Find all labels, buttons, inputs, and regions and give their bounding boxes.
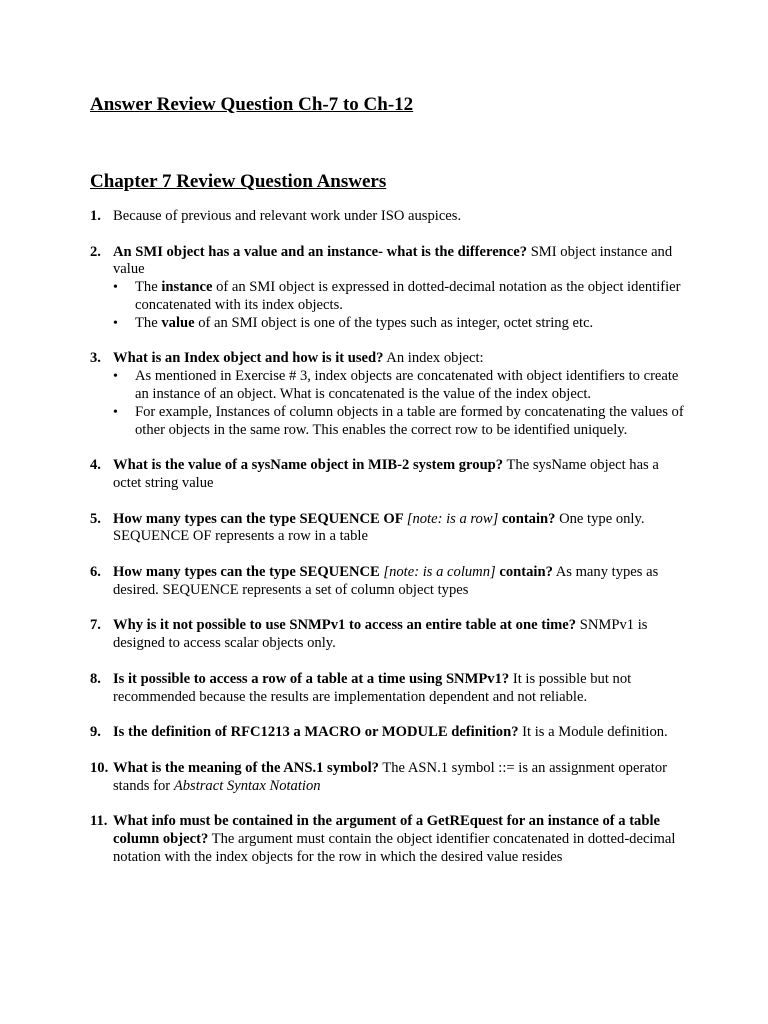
bullet-text: The — [135, 279, 162, 296]
question-note: [note: is a row] — [406, 510, 502, 527]
answer-text: The argument must contain the object identifier concatenated in dotted-decimal notation with the index objects for the row in which the desired value resides — [113, 830, 676, 865]
bullet-icon: • — [113, 404, 118, 420]
question-item-5 — [90, 511, 690, 547]
answer-text: SNMPv1 is designed to access scalar objects only. — [113, 617, 648, 652]
question-item-7 — [90, 617, 690, 653]
question-number: 10. — [90, 759, 109, 776]
answer-text: SMI object instance and value — [113, 243, 673, 278]
question-item-10 — [90, 760, 690, 796]
question-note: [note: is a column] — [379, 563, 500, 580]
question-number: 1. — [90, 208, 101, 224]
question-item-11 — [90, 813, 690, 866]
question-text: contain? — [501, 510, 556, 527]
question-item-3 — [90, 350, 690, 439]
bullet-icon: • — [113, 315, 118, 331]
question-text: contain? — [499, 563, 553, 580]
question-number: 4. — [90, 457, 101, 474]
bullet-text: The — [135, 314, 162, 331]
answer-text: An index object: — [383, 350, 484, 367]
question-text: What info must be contained in the argument of a GetREquest for an instance of a table column object? — [113, 813, 660, 847]
question-number: 11. — [90, 813, 108, 830]
question-item-6 — [90, 564, 690, 600]
question-text: What is an Index object and how is it used? — [113, 350, 384, 367]
bullet-icon: • — [113, 369, 118, 385]
bullet-item — [113, 368, 690, 404]
question-text: What is the value of a sysName object in MIB-2 system group? — [113, 457, 504, 474]
question-number: 9. — [90, 724, 101, 741]
question-text: An SMI object has a value and an instance- what is the difference? — [113, 243, 528, 260]
question-number: 7. — [90, 617, 101, 634]
question-text: Why is it not possible to use SNMPv1 to access an entire table at one time? — [113, 617, 577, 634]
bullet-item — [113, 279, 690, 315]
question-item-8 — [90, 671, 690, 707]
answer-text: As many types as desired. SEQUENCE represents a set of column object types — [113, 563, 659, 598]
question-number: 3. — [90, 350, 101, 367]
question-text: How many types can the type SEQUENCE — [113, 563, 380, 580]
question-item-2 — [90, 244, 690, 333]
question-text: What is the meaning of the ANS.1 symbol? — [113, 759, 379, 776]
bullet-term: instance — [161, 279, 213, 296]
bullet-list — [113, 368, 690, 439]
question-item-4 — [90, 457, 690, 493]
answer-text: One type only. SEQUENCE OF represents a row in a table — [113, 510, 645, 545]
question-item-9 — [90, 724, 690, 742]
answer-text: It is possible but not recommended because the results are implementation dependent and not reliable. — [113, 670, 632, 705]
question-number: 6. — [90, 563, 101, 580]
question-text: How many types can the type SEQUENCE OF — [113, 510, 407, 527]
question-text: Is it possible to access a row of a table at a time using SNMPv1? — [113, 670, 510, 687]
bullet-item — [113, 404, 690, 440]
bullet-text: of an SMI object is one of the types such as integer, octet string etc. — [194, 314, 594, 331]
answer-text: The sysName object has a octet string value — [113, 457, 659, 491]
answer-text: Because of previous and relevant work under ISO auspices. — [113, 208, 462, 224]
question-number: 8. — [90, 670, 101, 687]
document-page — [90, 92, 690, 884]
document-title: Answer Review Question Ch-7 to Ch-12 — [90, 94, 414, 115]
question-number: 5. — [90, 510, 101, 527]
answer-text: It is a Module definition. — [518, 724, 668, 741]
bullet-term: value — [161, 314, 195, 331]
answer-text: The ASN.1 symbol ::= is an assignment operator stands for — [113, 759, 668, 794]
question-list — [90, 208, 690, 866]
bullet-text: For example, Instances of column objects in a table are formed by concatenating the values of other objects in the same row. This enables the correct row to be identified uniquely. — [135, 403, 684, 438]
question-text: Is the definition of RFC1213 a MACRO or MODULE definition? — [113, 724, 519, 741]
answer-italic-text: Abstract Syntax Notation — [173, 777, 321, 794]
question-number: 2. — [90, 243, 101, 260]
bullet-icon: • — [113, 280, 118, 296]
question-item-1 — [90, 208, 690, 226]
bullet-list — [113, 279, 690, 332]
bullet-item — [113, 315, 690, 333]
chapter-title: Chapter 7 Review Question Answers — [90, 171, 387, 192]
bullet-text: of an SMI object is expressed in dotted-decimal notation as the object identifier concatenated with its index objects. — [135, 279, 681, 313]
bullet-text: As mentioned in Exercise # 3, index objects are concatenated with object identifiers to create an instance of an object. What is concatenated is the value of the index object. — [135, 368, 679, 402]
